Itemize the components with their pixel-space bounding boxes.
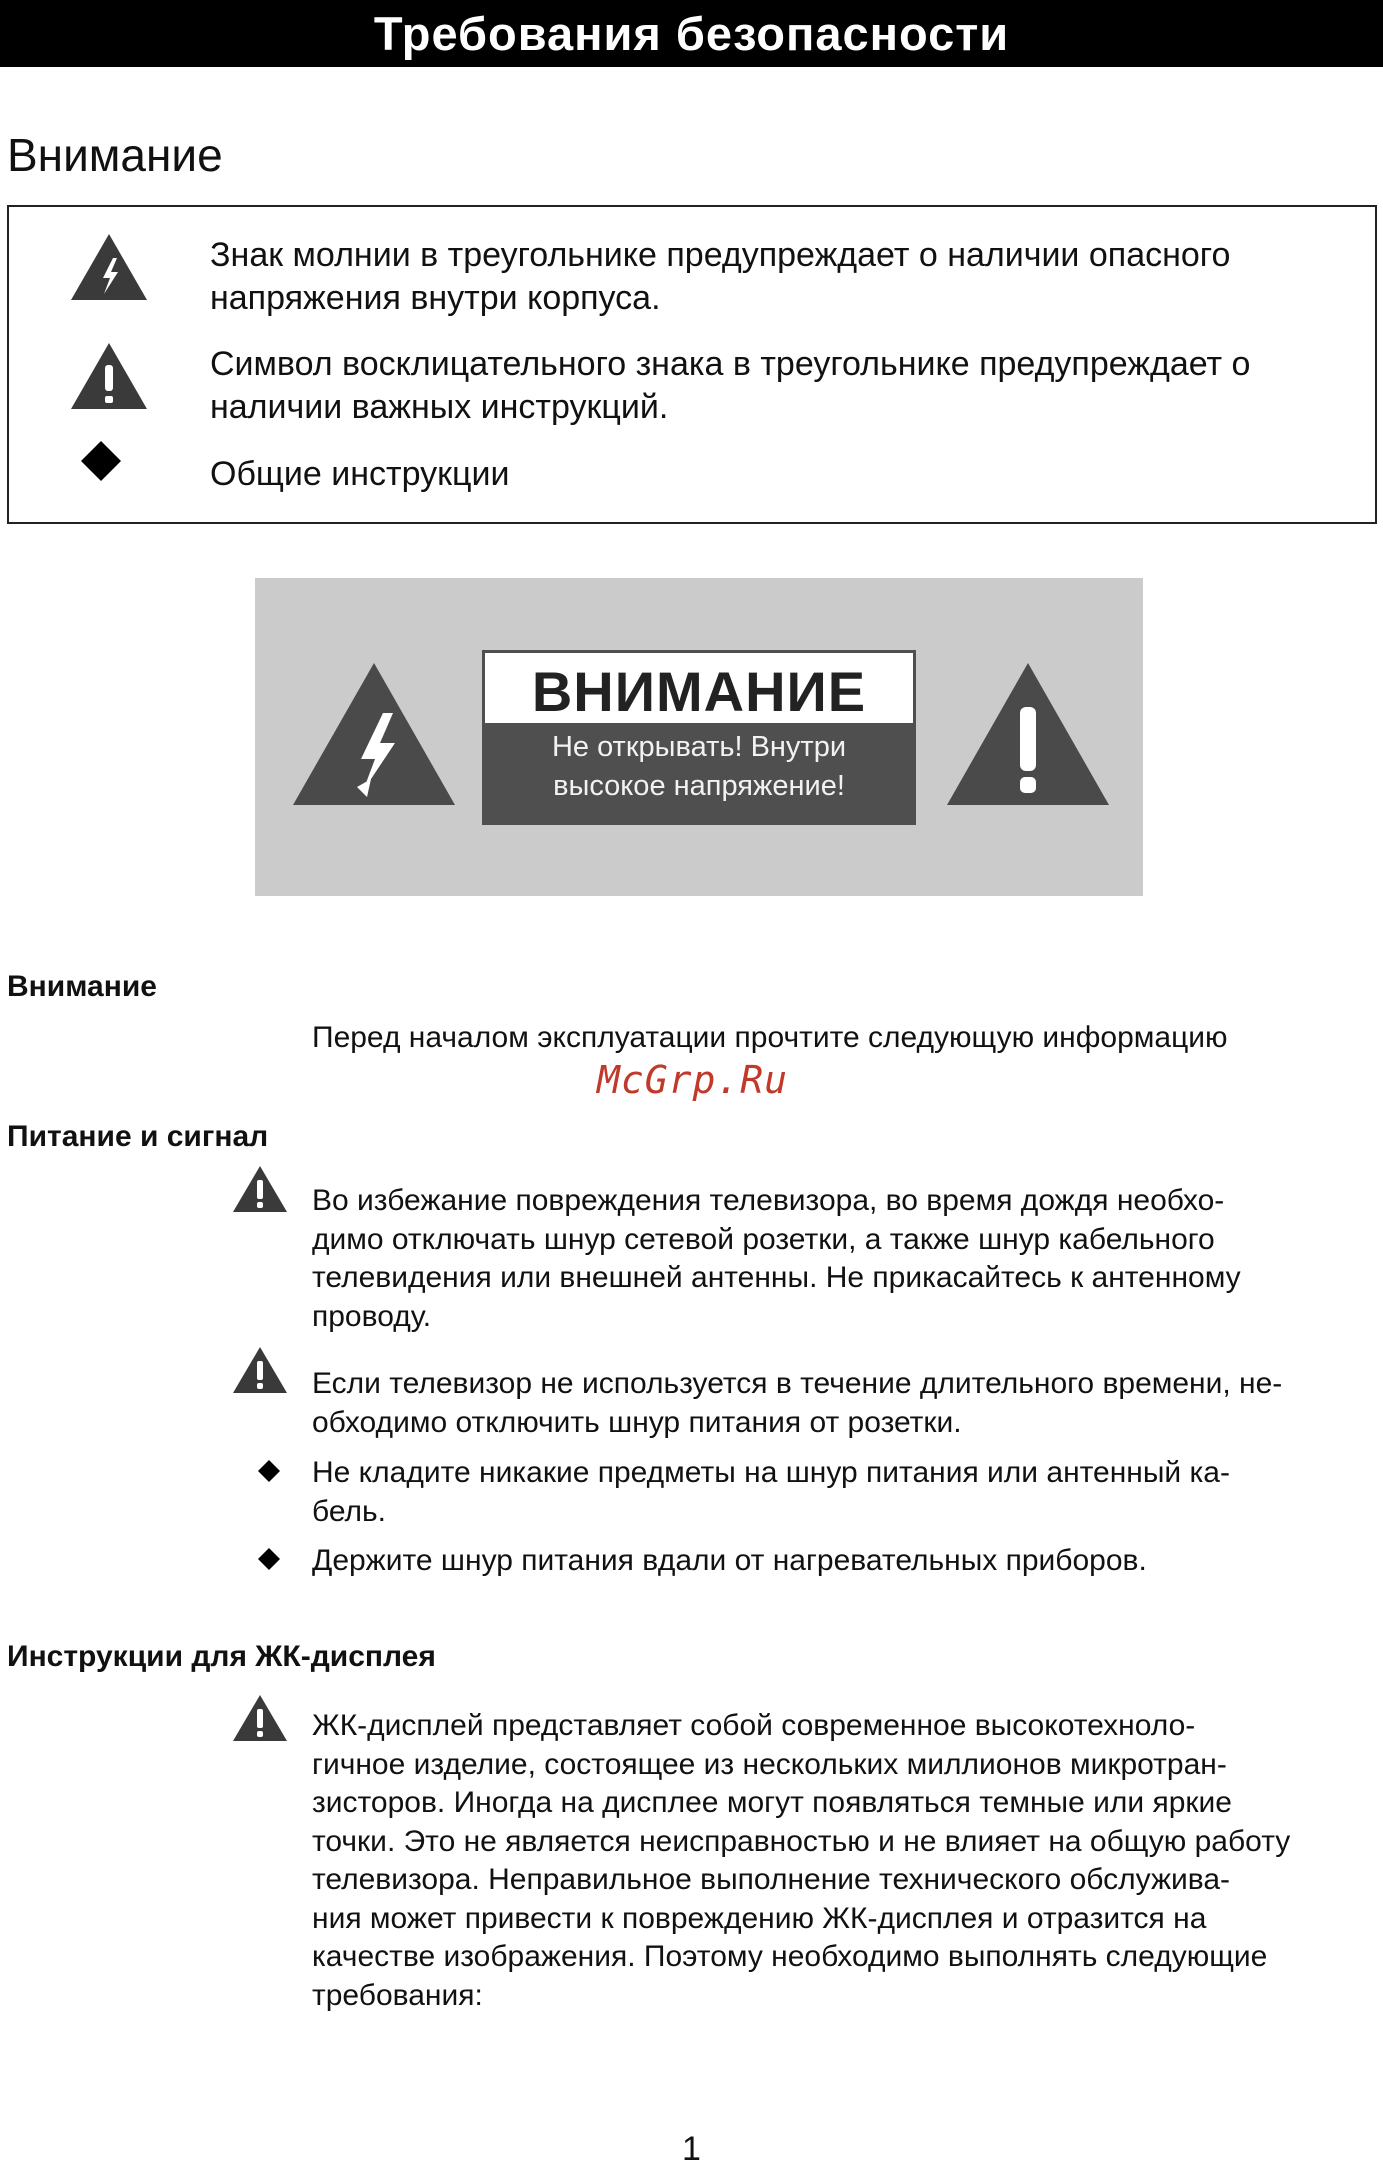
watermark: McGrp.Ru	[597, 1058, 789, 1102]
diamond-bullet-icon	[257, 1459, 281, 1483]
text-line: Держите шнур питания вдали от нагревательных приборов.	[312, 1544, 1147, 1577]
text-line: зисторов. Иногда на дисплее могут появляться темные или яркие	[312, 1786, 1232, 1819]
text-line: проводу.	[312, 1299, 432, 1333]
text-line: требования:	[312, 1978, 483, 2012]
text-line: бель.	[312, 1494, 387, 1528]
exclamation-triangle-icon	[945, 661, 1111, 807]
lightning-triangle-icon	[69, 232, 149, 302]
legend-line: Знак молнии в треугольнике предупреждает о наличии опасного	[210, 236, 1231, 274]
exclamation-triangle-icon	[232, 1165, 288, 1213]
text-line: Не кладите никакие предметы на шнур питания или антенный ка-	[312, 1456, 1230, 1489]
page-number: 1	[682, 2130, 701, 2167]
text-line: димо отключать шнур сетевой розетки, а также шнур кабельного	[312, 1222, 1215, 1256]
text-line: обходимо отключить шнур питания от розетки.	[312, 1405, 962, 1439]
power-item-rain	[312, 1182, 1241, 1336]
legend-line: Символ восклицательного знака в треугольнике предупреждает о	[210, 345, 1251, 383]
warning-label-line: высокое напряжение!	[553, 770, 845, 802]
text-line: гичное изделие, состоящее из нескольких миллионов микротран-	[312, 1747, 1227, 1781]
section-heading-power: Питание и сигнал	[7, 1120, 269, 1153]
legend-item-exclamation	[210, 343, 1250, 429]
section-heading-lcd: Инструкции для ЖК-дисплея	[7, 1640, 436, 1673]
legend-item-general	[210, 453, 509, 496]
text-line: Во избежание повреждения телевизора, во время дождя необхо-	[312, 1184, 1225, 1217]
power-item-heaters	[312, 1542, 1147, 1581]
warning-label-text	[485, 728, 913, 806]
attention-heading: Внимание	[7, 129, 223, 181]
lightning-triangle-icon	[291, 661, 457, 807]
exclamation-triangle-icon	[232, 1346, 288, 1394]
text-line: Если телевизор не используется в течение длительного времени, не-	[312, 1367, 1283, 1400]
legend-line: напряжения внутри корпуса.	[210, 279, 661, 317]
text-line: телевидения или внешней антенны. Не прикасайтесь к антенному	[312, 1261, 1241, 1294]
warning-label-line: Не открывать! Внутри	[551, 731, 847, 763]
attention-text: Перед началом эксплуатации прочтите следующую информацию	[312, 1021, 1228, 1054]
text-line: ЖК-дисплей представляет собой современное высокотехноло-	[312, 1709, 1196, 1742]
exclamation-triangle-icon	[232, 1694, 288, 1742]
legend-line: Общие инструкции	[210, 455, 510, 493]
text-line: ния может привести к повреждению ЖК-дисплея и отразится на	[312, 1901, 1207, 1935]
text-line: качестве изображения. Поэтому необходимо выполнять следующие	[312, 1940, 1268, 1973]
section-heading-attention: Внимание	[7, 970, 157, 1003]
lcd-item-description	[312, 1707, 1290, 2015]
text-line: точки. Это не является неисправностью и не влияет на общую работу	[312, 1824, 1291, 1858]
text-line: телевизора. Неправильное выполнение технического обслужива-	[312, 1863, 1231, 1896]
legend-item-lightning	[210, 234, 1230, 320]
power-item-unplug	[312, 1365, 1282, 1442]
diamond-bullet-icon	[80, 440, 122, 482]
warning-label-title: ВНИМАНИЕ	[485, 653, 913, 723]
diamond-bullet-icon	[257, 1547, 281, 1571]
legend-line: наличии важных инструкций.	[210, 388, 669, 426]
power-item-objects	[312, 1454, 1230, 1531]
exclamation-triangle-icon	[69, 341, 149, 411]
page-title: Требования безопасности	[373, 7, 1010, 60]
